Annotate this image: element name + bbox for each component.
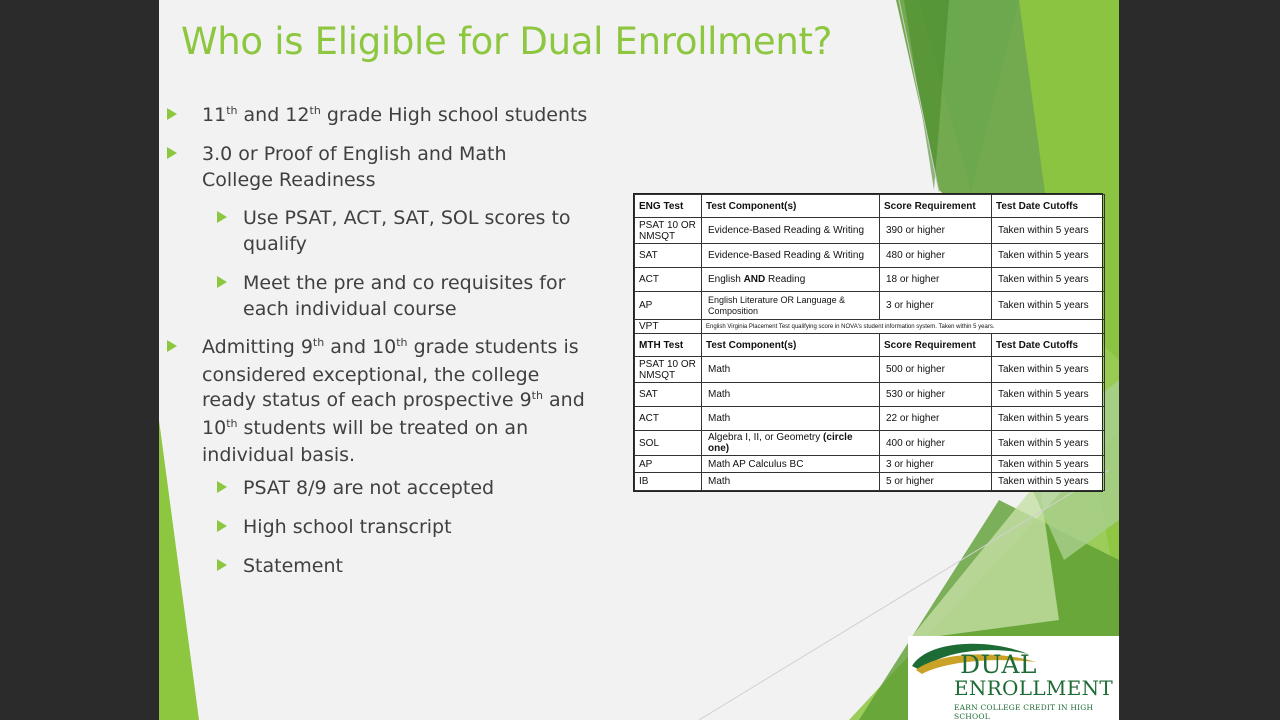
table-cell: Taken within 5 years	[992, 431, 1105, 456]
table-cell: PSAT 10 OR NMSQT	[635, 357, 702, 383]
table-cell: 530 or higher	[880, 383, 992, 407]
table-cell: 390 or higher	[880, 218, 992, 244]
table-cell: SOL	[635, 431, 702, 456]
table-row	[635, 473, 1105, 491]
table-cell: Taken within 5 years	[992, 292, 1105, 320]
bullet-transcript: High school transcript	[243, 515, 588, 541]
header-cell: Score Requirement	[880, 195, 992, 218]
bullet-statement: Statement	[243, 554, 588, 580]
table-cell: Taken within 5 years	[992, 456, 1105, 473]
table-cell: 18 or higher	[880, 268, 992, 292]
table-cell: VPT	[635, 320, 702, 334]
table-row	[635, 383, 1105, 407]
header-cell: Test Date Cutoffs	[992, 334, 1105, 357]
table-cell: Taken within 5 years	[992, 383, 1105, 407]
table-cell: SAT	[635, 244, 702, 268]
bullet-arrow-icon	[217, 520, 227, 532]
table-cell: IB	[635, 473, 702, 491]
table-cell: Taken within 5 years	[992, 357, 1105, 383]
bullet-admitting-exceptional: Admitting 9th and 10th grade students is considered exceptional, the college ready status of each prospective 9th and 10th students will be treated on an individual basis.	[202, 335, 587, 469]
test-requirements-table	[633, 193, 1103, 492]
bullet-arrow-icon	[217, 211, 227, 223]
logo-line-enrollment: ENROLLMENT	[954, 676, 1114, 700]
table-cell: ACT	[635, 407, 702, 431]
table-cell: Math	[702, 407, 880, 431]
table-row	[635, 218, 1105, 244]
table-cell: 3 or higher	[880, 456, 992, 473]
bullet-arrow-icon	[167, 340, 177, 352]
table-row	[635, 456, 1105, 473]
bullet-prerequisites: Meet the pre and co requisites for each individual course	[243, 271, 588, 322]
table-row	[635, 244, 1105, 268]
table-cell: ACT	[635, 268, 702, 292]
bullet-arrow-icon	[217, 481, 227, 493]
table-cell: Math AP Calculus BC	[702, 456, 880, 473]
header-cell: Test Component(s)	[702, 195, 880, 218]
table-row	[635, 268, 1105, 292]
table-row	[635, 357, 1105, 383]
eng-header-row	[635, 195, 1105, 218]
table-row	[635, 292, 1105, 320]
logo-line-dual: DUAL	[960, 650, 1037, 679]
table-cell: Algebra I, II, or Geometry (circle one)	[702, 431, 880, 456]
table-cell: Math	[702, 383, 880, 407]
bullet-arrow-icon	[217, 559, 227, 571]
table-row-vpt	[635, 320, 1105, 334]
table-cell: AP	[635, 292, 702, 320]
mth-header-row	[635, 334, 1105, 357]
table-cell: Taken within 5 years	[992, 244, 1105, 268]
dual-enrollment-logo	[908, 636, 1119, 720]
header-cell: Test Component(s)	[702, 334, 880, 357]
table-cell: Taken within 5 years	[992, 473, 1105, 491]
table-cell: 5 or higher	[880, 473, 992, 491]
table-cell: 480 or higher	[880, 244, 992, 268]
table-cell: Taken within 5 years	[992, 407, 1105, 431]
table-cell: SAT	[635, 383, 702, 407]
table-cell: Evidence-Based Reading & Writing	[702, 218, 880, 244]
table-cell: PSAT 10 OR NMSQT	[635, 218, 702, 244]
slide-title: Who is Eligible for Dual Enrollment?	[181, 20, 833, 63]
table-cell: English Virginia Placement Test qualifying score in NOVA's student information system. Taken within 5 years.	[702, 320, 1105, 334]
table-cell: Taken within 5 years	[992, 268, 1105, 292]
table-cell: 22 or higher	[880, 407, 992, 431]
header-cell: ENG Test	[635, 195, 702, 218]
table-row	[635, 407, 1105, 431]
bullet-college-readiness: 3.0 or Proof of English and Math College Readiness	[202, 142, 532, 193]
bullet-scores: Use PSAT, ACT, SAT, SOL scores to qualify	[243, 206, 588, 257]
header-cell: Test Date Cutoffs	[992, 195, 1105, 218]
bullet-grade-students: 11th and 12th grade High school students	[202, 103, 592, 131]
header-cell: Score Requirement	[880, 334, 992, 357]
logo-tagline: EARN COLLEGE CREDIT IN HIGH SCHOOL	[954, 703, 1094, 720]
table-cell: 400 or higher	[880, 431, 992, 456]
table-row	[635, 431, 1105, 456]
header-cell: MTH Test	[635, 334, 702, 357]
bullet-arrow-icon	[167, 147, 177, 159]
table-cell: Math	[702, 357, 880, 383]
slide	[159, 0, 1119, 720]
table-cell: 500 or higher	[880, 357, 992, 383]
table-cell: Math	[702, 473, 880, 491]
table-cell: English AND Reading	[702, 268, 880, 292]
bullet-psat-not-accepted: PSAT 8/9 are not accepted	[243, 476, 588, 502]
table-cell: Evidence-Based Reading & Writing	[702, 244, 880, 268]
table-cell: English Literature OR Language & Composition	[702, 292, 880, 320]
bullet-arrow-icon	[167, 108, 177, 120]
table-cell: Taken within 5 years	[992, 218, 1105, 244]
table-cell: 3 or higher	[880, 292, 992, 320]
bullet-arrow-icon	[217, 276, 227, 288]
table-cell: AP	[635, 456, 702, 473]
